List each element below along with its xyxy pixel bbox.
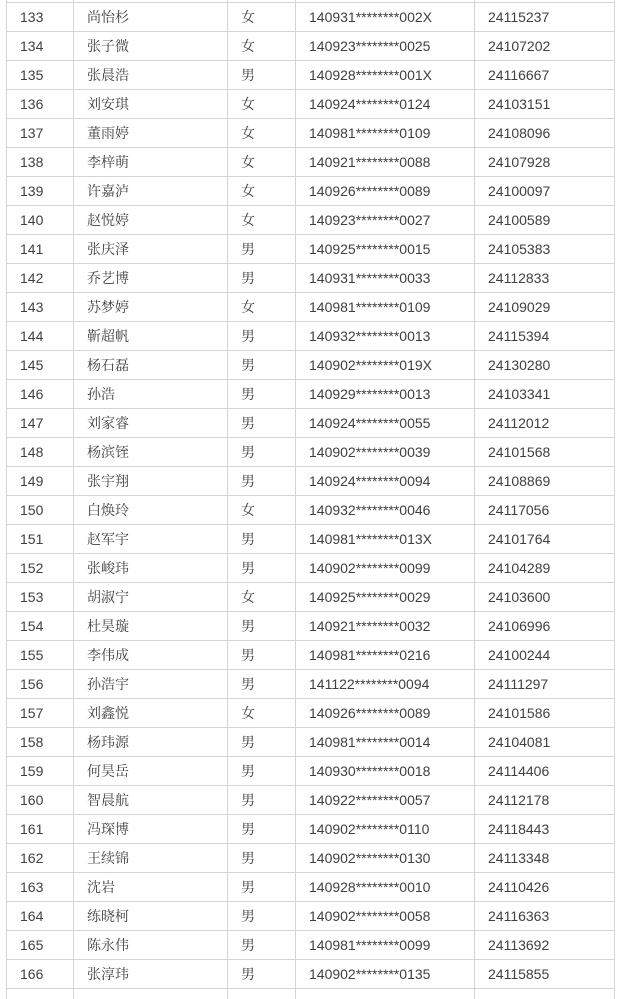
cell-id: 140926********0089 bbox=[296, 177, 475, 206]
cell-id: 140902********0099 bbox=[296, 554, 475, 583]
cell-name: 张宇翔 bbox=[74, 467, 228, 496]
table-row bbox=[7, 148, 615, 177]
cell-code: 24100097 bbox=[475, 177, 615, 206]
cell-name: 杜昊璇 bbox=[74, 612, 228, 641]
table-row bbox=[7, 61, 615, 90]
table-row bbox=[7, 119, 615, 148]
cell-id: 140923********0027 bbox=[296, 206, 475, 235]
cell-code: 24112012 bbox=[475, 409, 615, 438]
table-row bbox=[7, 612, 615, 641]
cell-name: 杨石磊 bbox=[74, 351, 228, 380]
cell-id: 140924********0055 bbox=[296, 409, 475, 438]
cell-number: 161 bbox=[7, 815, 74, 844]
cell-gender: 女 bbox=[228, 90, 296, 119]
cell-code: 24103600 bbox=[475, 583, 615, 612]
cell-number: 155 bbox=[7, 641, 74, 670]
cell-code: 24115394 bbox=[475, 322, 615, 351]
cell-id: 140981********0014 bbox=[296, 728, 475, 757]
cell-code: 24100244 bbox=[475, 641, 615, 670]
cell-id: 140902********019X bbox=[296, 351, 475, 380]
cell-name: 董雨婷 bbox=[74, 119, 228, 148]
cell-name: 张庆泽 bbox=[74, 235, 228, 264]
cell-gender: 女 bbox=[228, 148, 296, 177]
table-row bbox=[7, 380, 615, 409]
cell-gender: 女 bbox=[228, 177, 296, 206]
cell-number: 158 bbox=[7, 728, 74, 757]
roster-table bbox=[6, 0, 615, 999]
table-row bbox=[7, 525, 615, 554]
cell-id: 141122********0094 bbox=[296, 670, 475, 699]
cell-number: 138 bbox=[7, 148, 74, 177]
roster-table-body bbox=[7, 0, 615, 999]
cell-code: 24100589 bbox=[475, 206, 615, 235]
table-row bbox=[7, 438, 615, 467]
cell-number: 141 bbox=[7, 235, 74, 264]
cell-number: 163 bbox=[7, 873, 74, 902]
cell-number: 159 bbox=[7, 757, 74, 786]
cell-gender: 女 bbox=[228, 583, 296, 612]
cell-gender: 女 bbox=[228, 206, 296, 235]
cell-name bbox=[74, 989, 228, 999]
cell-code: 24107202 bbox=[475, 32, 615, 61]
cell-name: 何昊岳 bbox=[74, 757, 228, 786]
cell-gender: 男 bbox=[228, 467, 296, 496]
cell-gender: 男 bbox=[228, 380, 296, 409]
cell-number: 149 bbox=[7, 467, 74, 496]
cell-code: 24104081 bbox=[475, 728, 615, 757]
cell-number: 143 bbox=[7, 293, 74, 322]
cell-id: 140928********0010 bbox=[296, 873, 475, 902]
table-row bbox=[7, 641, 615, 670]
cell-name: 沈岩 bbox=[74, 873, 228, 902]
cell-number: 165 bbox=[7, 931, 74, 960]
cell-code: 24113348 bbox=[475, 844, 615, 873]
table-row bbox=[7, 293, 615, 322]
cell-code: 24101764 bbox=[475, 525, 615, 554]
cell-name: 胡淑宁 bbox=[74, 583, 228, 612]
cell-code: 24101568 bbox=[475, 438, 615, 467]
cell-id: 140932********0046 bbox=[296, 496, 475, 525]
cell-number: 153 bbox=[7, 583, 74, 612]
cell-id bbox=[296, 989, 475, 999]
cell-number: 145 bbox=[7, 351, 74, 380]
table-row bbox=[7, 467, 615, 496]
cell-code: 24115855 bbox=[475, 960, 615, 989]
cell-number: 140 bbox=[7, 206, 74, 235]
cell-number: 148 bbox=[7, 438, 74, 467]
cell-name: 杨滨铚 bbox=[74, 438, 228, 467]
table-row bbox=[7, 235, 615, 264]
table-row bbox=[7, 90, 615, 119]
cell-code: 24114406 bbox=[475, 757, 615, 786]
cell-name: 乔艺博 bbox=[74, 264, 228, 293]
table-row bbox=[7, 960, 615, 989]
cell-gender: 女 bbox=[228, 699, 296, 728]
table-row bbox=[7, 206, 615, 235]
cell-name: 练晓柯 bbox=[74, 902, 228, 931]
cell-number: 144 bbox=[7, 322, 74, 351]
cell-gender: 男 bbox=[228, 902, 296, 931]
cell-code: 24104289 bbox=[475, 554, 615, 583]
cell-name: 尚怡杉 bbox=[74, 3, 228, 32]
table-row bbox=[7, 322, 615, 351]
table-row bbox=[7, 873, 615, 902]
cell-number: 150 bbox=[7, 496, 74, 525]
cell-number: 166 bbox=[7, 960, 74, 989]
cell-number: 154 bbox=[7, 612, 74, 641]
cell-name: 陈永伟 bbox=[74, 931, 228, 960]
cell-id: 140931********002X bbox=[296, 3, 475, 32]
cell-code: 24108096 bbox=[475, 119, 615, 148]
cell-name: 苏梦婷 bbox=[74, 293, 228, 322]
cell-gender: 男 bbox=[228, 438, 296, 467]
cell-number: 160 bbox=[7, 786, 74, 815]
cell-code: 24103341 bbox=[475, 380, 615, 409]
cell-code: 24118443 bbox=[475, 815, 615, 844]
cell-id: 140981********0109 bbox=[296, 293, 475, 322]
cell-number: 134 bbox=[7, 32, 74, 61]
cell-id: 140981********0099 bbox=[296, 931, 475, 960]
cell-name: 张淳玮 bbox=[74, 960, 228, 989]
cell-name: 王续锦 bbox=[74, 844, 228, 873]
cell-id: 140922********0057 bbox=[296, 786, 475, 815]
table-row bbox=[7, 554, 615, 583]
cell-gender: 女 bbox=[228, 496, 296, 525]
cell-code: 24103151 bbox=[475, 90, 615, 119]
cell-number: 162 bbox=[7, 844, 74, 873]
cell-name: 杨玮源 bbox=[74, 728, 228, 757]
cell-name: 孙浩 bbox=[74, 380, 228, 409]
cell-id: 140981********013X bbox=[296, 525, 475, 554]
cell-name: 孙浩宇 bbox=[74, 670, 228, 699]
table-row bbox=[7, 32, 615, 61]
cell-name: 白焕玲 bbox=[74, 496, 228, 525]
cell-number: 164 bbox=[7, 902, 74, 931]
table-row-partial bbox=[7, 989, 615, 999]
cell-id: 140923********0025 bbox=[296, 32, 475, 61]
table-row bbox=[7, 757, 615, 786]
cell-gender: 男 bbox=[228, 844, 296, 873]
cell-gender: 女 bbox=[228, 293, 296, 322]
cell-code: 24115237 bbox=[475, 3, 615, 32]
cell-gender: 男 bbox=[228, 351, 296, 380]
cell-gender: 男 bbox=[228, 931, 296, 960]
cell-gender: 男 bbox=[228, 409, 296, 438]
cell-id: 140921********0032 bbox=[296, 612, 475, 641]
cell-gender: 男 bbox=[228, 757, 296, 786]
cell-id: 140924********0094 bbox=[296, 467, 475, 496]
cell-id: 140925********0029 bbox=[296, 583, 475, 612]
cell-gender: 男 bbox=[228, 786, 296, 815]
table-row bbox=[7, 902, 615, 931]
cell-id: 140931********0033 bbox=[296, 264, 475, 293]
table-row bbox=[7, 409, 615, 438]
cell-gender: 男 bbox=[228, 525, 296, 554]
cell-code: 24117056 bbox=[475, 496, 615, 525]
cell-number: 136 bbox=[7, 90, 74, 119]
cell-name: 刘家睿 bbox=[74, 409, 228, 438]
cell-id: 140924********0124 bbox=[296, 90, 475, 119]
cell-id: 140902********0130 bbox=[296, 844, 475, 873]
cell-name: 李梓萌 bbox=[74, 148, 228, 177]
cell-gender: 男 bbox=[228, 554, 296, 583]
cell-code: 24110426 bbox=[475, 873, 615, 902]
cell-id: 140930********0018 bbox=[296, 757, 475, 786]
cell-name: 赵军宇 bbox=[74, 525, 228, 554]
cell-gender: 男 bbox=[228, 960, 296, 989]
cell-number: 142 bbox=[7, 264, 74, 293]
cell-number: 139 bbox=[7, 177, 74, 206]
cell-name: 李伟成 bbox=[74, 641, 228, 670]
cell-gender: 男 bbox=[228, 728, 296, 757]
cell-code: 24101586 bbox=[475, 699, 615, 728]
cell-id: 140902********0110 bbox=[296, 815, 475, 844]
table-row bbox=[7, 351, 615, 380]
cell-code: 24130280 bbox=[475, 351, 615, 380]
table-row bbox=[7, 264, 615, 293]
cell-code: 24105383 bbox=[475, 235, 615, 264]
cell-number bbox=[7, 989, 74, 999]
cell-name: 张晨浩 bbox=[74, 61, 228, 90]
cell-number: 147 bbox=[7, 409, 74, 438]
cell-name: 冯琛博 bbox=[74, 815, 228, 844]
cell-code: 24108869 bbox=[475, 467, 615, 496]
cell-code: 24106996 bbox=[475, 612, 615, 641]
table-row bbox=[7, 728, 615, 757]
table-row bbox=[7, 3, 615, 32]
cell-code: 24112178 bbox=[475, 786, 615, 815]
cell-name: 张子微 bbox=[74, 32, 228, 61]
cell-gender: 女 bbox=[228, 3, 296, 32]
cell-gender: 男 bbox=[228, 670, 296, 699]
cell-code bbox=[475, 989, 615, 999]
table-row bbox=[7, 844, 615, 873]
cell-gender: 女 bbox=[228, 32, 296, 61]
cell-number: 152 bbox=[7, 554, 74, 583]
cell-gender: 男 bbox=[228, 264, 296, 293]
cell-id: 140928********001X bbox=[296, 61, 475, 90]
cell-code: 24112833 bbox=[475, 264, 615, 293]
cell-name: 刘安琪 bbox=[74, 90, 228, 119]
table-row bbox=[7, 177, 615, 206]
cell-id: 140932********0013 bbox=[296, 322, 475, 351]
cell-number: 146 bbox=[7, 380, 74, 409]
cell-id: 140902********0058 bbox=[296, 902, 475, 931]
cell-name: 赵悦婷 bbox=[74, 206, 228, 235]
cell-id: 140981********0216 bbox=[296, 641, 475, 670]
table-row bbox=[7, 931, 615, 960]
cell-gender: 男 bbox=[228, 612, 296, 641]
cell-gender bbox=[228, 989, 296, 999]
table-row bbox=[7, 786, 615, 815]
cell-number: 135 bbox=[7, 61, 74, 90]
cell-gender: 男 bbox=[228, 235, 296, 264]
cell-gender: 女 bbox=[228, 119, 296, 148]
cell-gender: 男 bbox=[228, 61, 296, 90]
table-row bbox=[7, 670, 615, 699]
cell-id: 140925********0015 bbox=[296, 235, 475, 264]
cell-name: 智晨航 bbox=[74, 786, 228, 815]
cell-id: 140929********0013 bbox=[296, 380, 475, 409]
cell-code: 24107928 bbox=[475, 148, 615, 177]
cell-number: 133 bbox=[7, 3, 74, 32]
cell-id: 140926********0089 bbox=[296, 699, 475, 728]
cell-id: 140921********0088 bbox=[296, 148, 475, 177]
cell-code: 24113692 bbox=[475, 931, 615, 960]
cell-code: 24111297 bbox=[475, 670, 615, 699]
cell-code: 24116363 bbox=[475, 902, 615, 931]
cell-name: 刘鑫悦 bbox=[74, 699, 228, 728]
cell-number: 157 bbox=[7, 699, 74, 728]
cell-gender: 男 bbox=[228, 815, 296, 844]
cell-code: 24116667 bbox=[475, 61, 615, 90]
cell-number: 156 bbox=[7, 670, 74, 699]
table-row bbox=[7, 815, 615, 844]
table-row bbox=[7, 496, 615, 525]
cell-number: 151 bbox=[7, 525, 74, 554]
cell-gender: 男 bbox=[228, 322, 296, 351]
cell-gender: 男 bbox=[228, 873, 296, 902]
cell-name: 靳超帆 bbox=[74, 322, 228, 351]
table-row bbox=[7, 699, 615, 728]
cell-name: 张峻玮 bbox=[74, 554, 228, 583]
cell-code: 24109029 bbox=[475, 293, 615, 322]
cell-gender: 男 bbox=[228, 641, 296, 670]
table-row bbox=[7, 583, 615, 612]
cell-id: 140981********0109 bbox=[296, 119, 475, 148]
cell-name: 许嘉泸 bbox=[74, 177, 228, 206]
cell-number: 137 bbox=[7, 119, 74, 148]
cell-id: 140902********0039 bbox=[296, 438, 475, 467]
cell-id: 140902********0135 bbox=[296, 960, 475, 989]
